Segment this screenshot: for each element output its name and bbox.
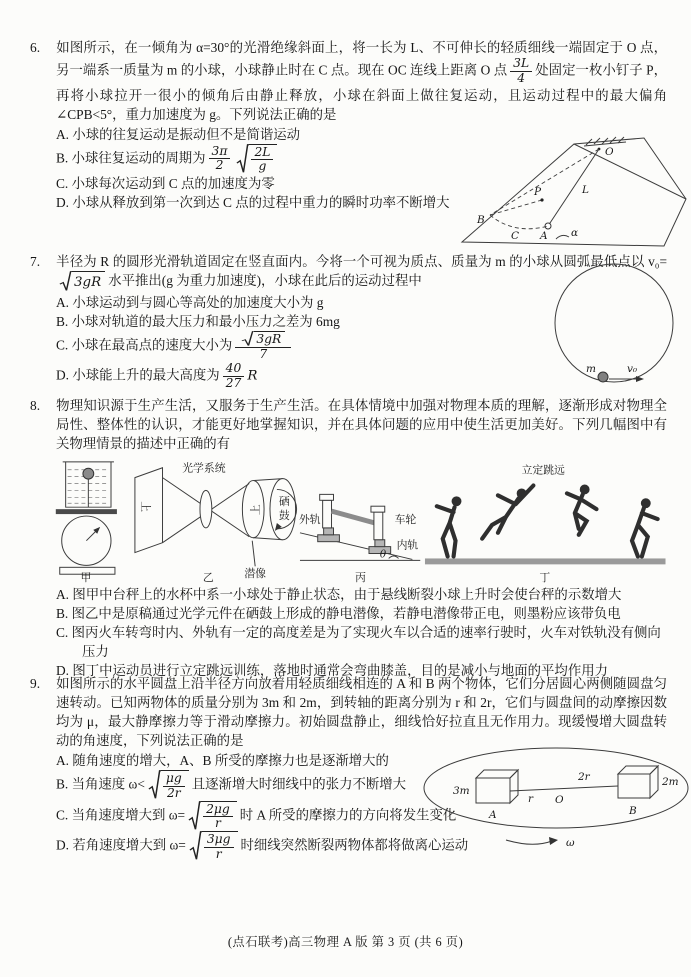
theta-label: θ bbox=[380, 548, 387, 561]
question-8 bbox=[30, 396, 667, 680]
question-6-option-d: D. 小球从释放到第一次到达 C 点的过程中重力的瞬时功率不断增大 bbox=[56, 195, 450, 211]
label-A: A bbox=[540, 230, 548, 242]
label-P: P bbox=[534, 186, 542, 198]
option-text: B. 当角速度 ω< bbox=[56, 776, 145, 792]
sqrt-expression bbox=[189, 831, 238, 862]
label-B: B bbox=[477, 214, 485, 226]
option-text: C. 小球在最高点的速度大小为 bbox=[56, 337, 233, 353]
radical-sign bbox=[148, 770, 161, 801]
left-wheel bbox=[323, 500, 332, 528]
question-9-option-b bbox=[30, 770, 446, 801]
q7-circle-diagram bbox=[532, 260, 690, 400]
ball bbox=[598, 372, 608, 382]
option-text: C. 当角速度增大到 ω= bbox=[56, 806, 186, 822]
stem-text: 半径为 R 的圆形光滑轨道固定在竖直面内。今将一个可视为质点、质量为 m 的小球从圆弧最低点以 v₀= bbox=[56, 254, 667, 269]
ball bbox=[545, 223, 551, 229]
label-3m: 3m bbox=[453, 785, 470, 797]
outer-rail-base bbox=[318, 535, 340, 542]
incline-wedge bbox=[458, 136, 690, 252]
block-A bbox=[476, 778, 510, 803]
jump-title: 立定跳远 bbox=[521, 464, 565, 477]
stem-text: 水平推出(g 为重力加速度)，小球在此后的运动过程中 bbox=[108, 273, 422, 288]
question-6-number: 6. bbox=[30, 40, 41, 55]
question-6-stem bbox=[30, 38, 667, 124]
label-A: A bbox=[489, 809, 497, 821]
drum-label-2: 鼓 bbox=[278, 510, 290, 523]
sqrt-expression bbox=[188, 801, 237, 832]
label-m: m bbox=[586, 363, 596, 375]
option-text: B. 小球往复运动的周期为 bbox=[56, 149, 206, 165]
fig2-label: 乙 bbox=[202, 572, 214, 583]
stem-text: 如图所示，在一倾角为 α=30°的光滑绝缘斜面上，将一长为 L、不可伸长的轻质细线一端固定于 O 点，另一端系一质量为 m 的小球，小球静止时在 C 点。现在 OC 连线上距离 O 点 bbox=[56, 40, 667, 78]
fraction-2ug-r: $\frac{2\mu g}{r}$ bbox=[203, 803, 233, 832]
q8-figure-jump bbox=[423, 457, 667, 583]
stem-text: 如图所示的水平圆盘上沿半径方向放着用轻质细线相连的 A 和 B 两个物体，它们分居圆心两侧随圆盘匀速转动。已知两物体的质量分别为 3m 和 2m，到转轴的距离分别为 r 和 2r，它们与圆盘间的动摩擦因数均为 μ，最大静摩擦力等于滑动摩擦力。初始圆盘静止，细线恰好拉直且无作用力。现缓慢增大圆盘转动的角速度，下列说法正确的是 bbox=[56, 676, 667, 748]
label-2m: 2m bbox=[662, 776, 679, 788]
fraction-2L-g: $\frac{2L}{g}$ bbox=[251, 146, 273, 175]
omega-arrowhead bbox=[549, 837, 558, 845]
sqrt-expression bbox=[236, 144, 277, 175]
suspended-ball bbox=[83, 468, 94, 479]
q8-figure-scale bbox=[42, 457, 129, 583]
fraction-3ug-r: $\frac{3\mu g}{r}$ bbox=[204, 833, 234, 862]
question-8-option-d: D. 图丁中运动员进行立定跳远训练，落地时通常会弯曲膝盖，目的是减小与地面的平均作用力 bbox=[56, 663, 608, 678]
stem-text: 处固定一枚小钉子 P，再将小球拉开一很小的倾角后由静止释放，小球在斜面上做往复运动，且运动过程中的最大偏角∠CPB<5°，重力加速度为 g。下列说法正确的是 bbox=[56, 62, 667, 122]
fraction-3pi-2: $\frac{3\pi}{2}$ bbox=[209, 145, 231, 174]
q8-figure-rail bbox=[298, 457, 422, 583]
option-text: 时 A 所受的摩擦力的方向将发生变化 bbox=[239, 806, 457, 822]
jumper-silhouettes bbox=[436, 485, 657, 557]
question-8-option-c: C. 图丙火车转弯时内、外轨有一定的高度差是为了实现火车以合适的速率行驶时，火车对铁轨没有侧向压力 bbox=[56, 625, 661, 659]
ground bbox=[425, 558, 666, 564]
question-6-option-a: A. 小球的往复运动是振动但不是简谐运动 bbox=[56, 126, 301, 142]
fraction-3L-4: $\frac{3L}{4}$ bbox=[510, 57, 532, 86]
option-text: D. 小球能上升的最大高度为 bbox=[56, 367, 220, 383]
question-8-option-a: A. 图甲中台秤上的水杯中系一小球处于静止状态，由于悬线断裂小球上升时会使台秤的示数增大 bbox=[56, 587, 622, 602]
rotating-disk bbox=[418, 736, 690, 858]
label-C: C bbox=[511, 230, 520, 242]
q8-figure-row bbox=[42, 457, 667, 583]
sqrt-expression: 3gR bbox=[59, 271, 105, 292]
fig1-label: 甲 bbox=[80, 572, 92, 583]
question-7-number: 7. bbox=[30, 254, 41, 269]
drum-label-1: 硒 bbox=[278, 496, 290, 509]
sqrt-expression: 3gR bbox=[241, 331, 285, 347]
wheel-label: 车轮 bbox=[394, 513, 417, 526]
question-9-number: 9. bbox=[30, 676, 41, 691]
right-wheel bbox=[374, 512, 383, 540]
lens bbox=[200, 490, 212, 527]
page-footer: (点石联考)高三物理 A 版 第 3 页 (共 6 页) bbox=[227, 935, 464, 949]
circular-track bbox=[532, 260, 690, 400]
stem-text: 物理知识源于生产生活，又服务于生产生活。在具体情境中加强对物理本质的理解，逐渐形成对物理全局性、整体性的认识，才能更好地掌握知识，并在具体问题的应用中使生活更加美好。下列几幅图中有关物理情景的描述中正确的有 bbox=[56, 398, 667, 451]
variable-R: R bbox=[247, 368, 258, 384]
q6-incline-diagram bbox=[458, 136, 690, 252]
label-r: r bbox=[528, 793, 534, 805]
label-B: B bbox=[629, 805, 637, 817]
velocity-arrowhead bbox=[636, 376, 644, 382]
question-7-option-a: A. 小球运动到与圆心等高处的加速度大小为 g bbox=[56, 295, 324, 311]
question-6-option-c: C. 小球每次运动到 C 点的加速度为零 bbox=[56, 176, 275, 192]
radical-sign bbox=[236, 144, 249, 175]
fraction-40-27: $\frac{40}{27}$ bbox=[223, 362, 245, 391]
option-text: 时细线突然断裂两物体都将做离心运动 bbox=[240, 837, 469, 853]
label-omega: ω bbox=[566, 837, 575, 849]
nail-point bbox=[540, 198, 543, 201]
label-L: L bbox=[582, 184, 589, 196]
latent-glyph: 上 bbox=[249, 504, 262, 516]
fig4-label: 丁 bbox=[538, 572, 550, 583]
radical-sign bbox=[241, 331, 254, 347]
question-7-option-b: B. 小球对轨道的最大压力和最小压力之差为 6mg bbox=[56, 314, 340, 330]
radical-sign bbox=[188, 801, 201, 832]
axle bbox=[332, 511, 375, 523]
question-8-option-b: B. 图乙中是原稿通过光学元件在硒鼓上形成的静电潜像，若静电潜像带正电，则墨粉应该带负电 bbox=[56, 606, 621, 621]
label-2r: 2r bbox=[578, 771, 590, 783]
question-8-stem bbox=[30, 396, 667, 453]
label-O: O bbox=[555, 794, 564, 806]
sqrt-expression bbox=[148, 770, 189, 801]
outer-rail-label: 外轨 bbox=[299, 513, 321, 526]
label-alpha: α bbox=[571, 227, 579, 239]
question-8-number: 8. bbox=[30, 398, 41, 413]
option-text: 且逐渐增大时细线中的张力不断增大 bbox=[191, 776, 407, 792]
radical-sign bbox=[189, 831, 202, 862]
question-6-option-b bbox=[30, 144, 470, 175]
latent-image-label: 潜像 bbox=[244, 568, 266, 581]
q9-disk-diagram bbox=[418, 736, 690, 858]
scale-platform bbox=[56, 509, 117, 514]
radical-sign bbox=[59, 271, 72, 292]
fraction-ug-2r: $\frac{\mu g}{2r}$ bbox=[163, 772, 185, 801]
fraction-sqrt3gR-7: $\frac{3gR}{7}$ bbox=[235, 331, 291, 362]
inner-rail-label: 内轨 bbox=[396, 539, 419, 552]
question-9-option-a: A. 随角速度的增大，A、B 所受的摩擦力也是逐渐增大的 bbox=[56, 753, 389, 768]
fig3-label: 丙 bbox=[355, 572, 367, 583]
label-O: O bbox=[605, 146, 614, 158]
label-v0: v₀ bbox=[627, 363, 638, 375]
q8-figure-copier bbox=[129, 457, 299, 583]
optical-system-label: 光学系统 bbox=[181, 462, 226, 475]
plate-glyph: 上 bbox=[138, 501, 151, 513]
option-text: D. 若角速度增大到 ω= bbox=[56, 837, 186, 853]
block-B bbox=[618, 774, 650, 798]
